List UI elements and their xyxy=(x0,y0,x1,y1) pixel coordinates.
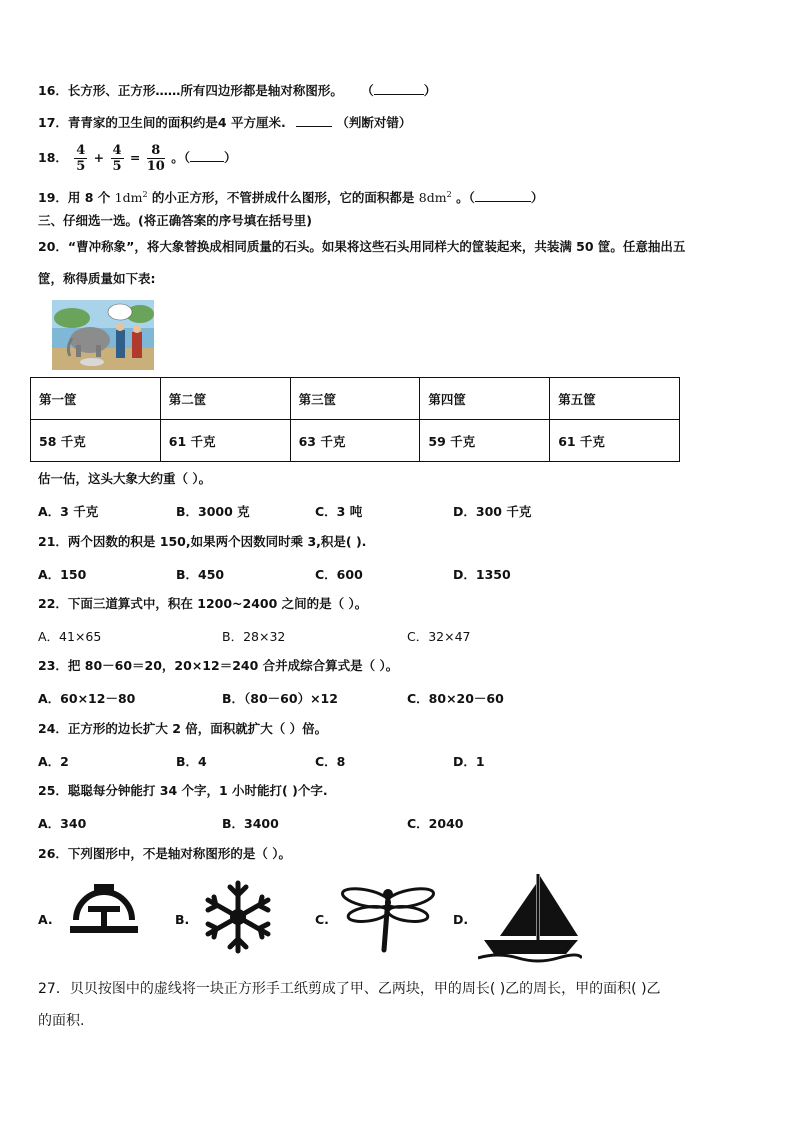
option-a[interactable]: A．41×65 xyxy=(38,629,102,644)
option-c[interactable]: C．3 吨 xyxy=(315,504,363,519)
question-27-line1: 27．贝贝按图中的虚线将一块正方形手工纸剪成了甲、乙两块，甲的周长( )乙的周长，甲的面积( )乙 xyxy=(38,981,661,997)
weights-table xyxy=(30,377,680,462)
table-header-cell: 第四筐 xyxy=(420,378,550,420)
sailboat-icon[interactable] xyxy=(478,874,582,964)
question-17-text: 17．青青家的卫生间的面积约是4 平方厘米. xyxy=(38,115,286,130)
option-a[interactable]: A．2 xyxy=(38,754,69,769)
option-d[interactable]: D．1350 xyxy=(453,567,511,582)
fraction-b: $\frac{4}{5}$ xyxy=(112,143,122,174)
option-b[interactable]: B．4 xyxy=(176,754,207,769)
section-heading: 三、仔细选一选。(将正确答案的序号填在括号里) xyxy=(38,213,312,228)
question-26: 26．下列图形中，不是轴对称图形的是（ ）。 xyxy=(38,846,291,861)
table-cell: 59 千克 xyxy=(420,420,550,462)
dragonfly-icon[interactable] xyxy=(340,880,436,956)
option-a[interactable]: A．340 xyxy=(38,816,87,831)
table-cell: 61 千克 xyxy=(160,420,290,462)
question-25: 25．聪聪每分钟能打 34 个字，1 小时能打( )个字. xyxy=(38,783,328,798)
option-a[interactable]: A．60×12－80 xyxy=(38,691,136,706)
option-a-label[interactable]: A. xyxy=(38,912,53,927)
option-d[interactable]: D．300 千克 xyxy=(453,504,532,519)
question-24: 24．正方形的边长扩大 2 倍，面积就扩大（ ）倍。 xyxy=(38,721,328,736)
answer-blank[interactable] xyxy=(190,149,224,162)
option-c-label[interactable]: C. xyxy=(315,912,329,927)
option-c[interactable]: C．80×20－60 xyxy=(407,691,504,706)
option-a[interactable]: A．150 xyxy=(38,567,87,582)
table-cell: 63 千克 xyxy=(290,420,420,462)
option-b[interactable]: B．3000 克 xyxy=(176,504,250,519)
question-27-line2: 的面积. xyxy=(38,1013,85,1029)
question-23: 23．把 80－60＝20，20×12＝240 合并成综合算式是（ ）。 xyxy=(38,658,399,673)
question-19: 19．用 8 个 $1dm^2$ 的小正方形，不管拼成什么图形，它的面积都是 $8dm^2$ 。（ ） xyxy=(38,190,544,206)
question-20-prompt: 估一估，这头大象大约重（ ）。 xyxy=(38,471,212,486)
option-c[interactable]: C．2040 xyxy=(407,816,464,831)
table-header-cell: 第三筐 xyxy=(290,378,420,420)
answer-blank[interactable] xyxy=(475,189,531,202)
option-d-label[interactable]: D. xyxy=(453,912,469,927)
option-c[interactable]: C．600 xyxy=(315,567,363,582)
table-row xyxy=(31,420,680,462)
option-b[interactable]: B．28×32 xyxy=(222,629,286,644)
table-header-cell: 第一筐 xyxy=(31,378,161,420)
question-16: 16．长方形、正方形……所有四边形都是轴对称图形。 （ ） xyxy=(38,83,437,98)
question-20-line1: 20．“曹冲称象”，将大象替换成相同质量的石头。如果将这些石头用同样大的筐装起来，共装满 50 筐。任意抽出五 xyxy=(38,239,686,254)
snowflake-icon[interactable] xyxy=(198,877,278,957)
option-c[interactable]: C．32×47 xyxy=(407,629,471,644)
question-16-text: 16．长方形、正方形……所有四边形都是轴对称图形。 xyxy=(38,83,343,98)
question-22: 22．下面三道算式中，积在 1200~2400 之间的是（ ）。 xyxy=(38,596,368,611)
subway-logo-icon[interactable] xyxy=(66,880,142,936)
option-b[interactable]: B．450 xyxy=(176,567,225,582)
option-c[interactable]: C．8 xyxy=(315,754,346,769)
option-b[interactable]: B．3400 xyxy=(222,816,279,831)
cao-chong-elephant-illustration xyxy=(52,300,154,370)
question-18: 18． $\frac{4}{5}$ + $\frac{4}{5}$ = $\frac{8}{10}$ 。（ ） xyxy=(38,143,237,174)
table-header-cell: 第二筐 xyxy=(160,378,290,420)
table-cell: 58 千克 xyxy=(31,420,161,462)
answer-blank[interactable] xyxy=(296,114,332,127)
option-b[interactable]: B．（80－60）×12 xyxy=(222,691,338,706)
question-17: 17．青青家的卫生间的面积约是4 平方厘米. （判断对错） xyxy=(38,115,412,130)
question-21: 21．两个因数的积是 150,如果两个因数同时乘 3,积是( ). xyxy=(38,534,367,549)
question-20-line2: 筐，称得质量如下表: xyxy=(38,271,156,286)
table-cell: 61 千克 xyxy=(550,420,680,462)
fraction-a: $\frac{4}{5}$ xyxy=(76,143,86,174)
fraction-c: $\frac{8}{10}$ xyxy=(146,143,165,174)
option-a[interactable]: A．3 千克 xyxy=(38,504,99,519)
answer-blank[interactable] xyxy=(374,82,424,95)
table-header-row xyxy=(31,378,680,420)
option-b-label[interactable]: B. xyxy=(175,912,190,927)
table-header-cell: 第五筐 xyxy=(550,378,680,420)
option-d[interactable]: D．1 xyxy=(453,754,485,769)
